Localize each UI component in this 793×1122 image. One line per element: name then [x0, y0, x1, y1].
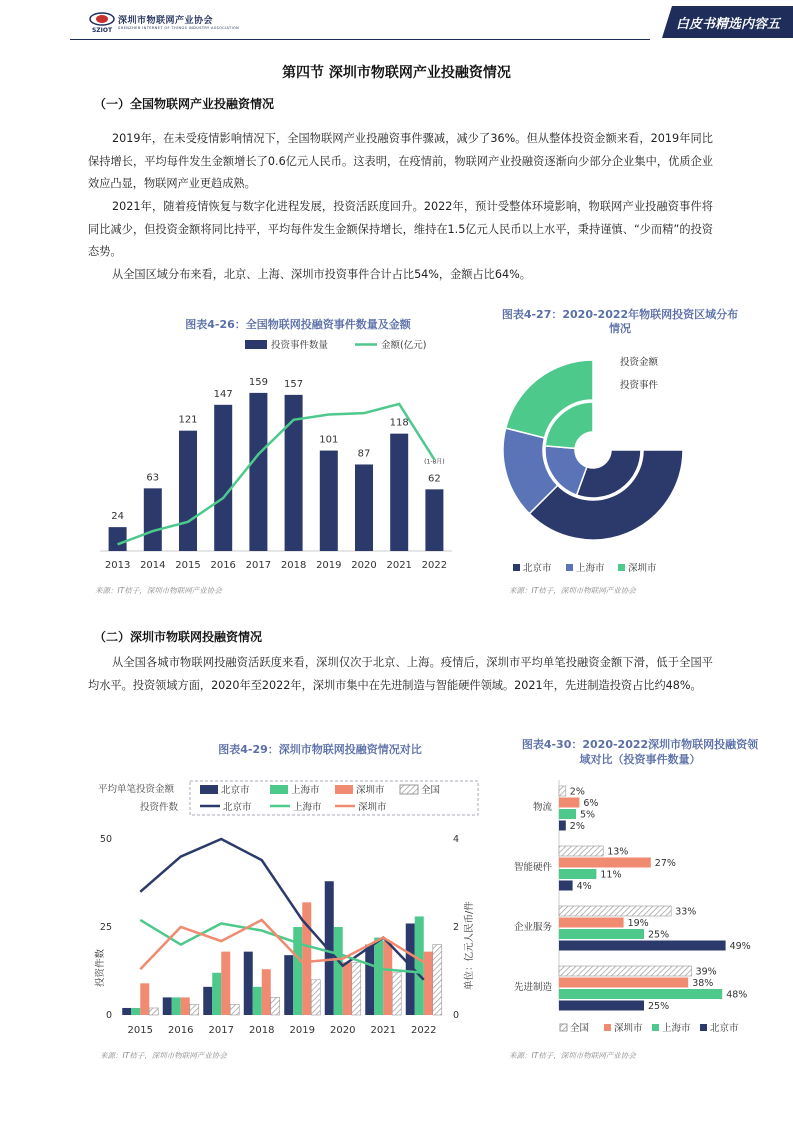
legend-label: 上海市 — [576, 563, 605, 574]
bar-深圳市 — [181, 997, 190, 1015]
legend-swatch-bar — [200, 785, 218, 794]
x-tick-label: 2017 — [208, 1025, 234, 1036]
legend-label-bar: 上海市 — [291, 785, 320, 796]
bar-全国 — [271, 997, 280, 1015]
paragraph-1: 2019年，在未受疫情影响情况下，全国物联网产业投融资事件骤减，减少了36%。但从整体投资金额来看，2019年同比保持增长，平均每件发生金额增长了0.6亿元人民币。这表明，在疫情前，物联网产业投融资逐渐向少部分企业集中，优质企业效应凸显，物联网产业更趋成熟。 — [88, 132, 713, 191]
association-logo-icon — [88, 10, 116, 34]
association-name: 深圳市物联网产业协会 — [118, 16, 214, 26]
bar-全国 — [559, 786, 566, 796]
bar-北京市 — [163, 997, 172, 1015]
category-label: 先进制造 — [513, 982, 552, 993]
bar-上海市 — [559, 929, 644, 939]
chart-4-26-title: 图表4-26：全国物联网投融资事件数量及金额 — [185, 318, 411, 331]
bar-events — [249, 393, 267, 551]
bar-events — [144, 488, 162, 551]
bar-北京市 — [284, 955, 293, 1015]
x-tick-label: 2013 — [104, 560, 131, 571]
bar-全国 — [190, 1004, 199, 1015]
legend-swatch — [560, 1024, 567, 1031]
bar-events — [179, 431, 197, 551]
bar-value-label: 87 — [357, 448, 371, 460]
bar-events — [109, 527, 127, 551]
legend-label-bar: 全国 — [421, 785, 441, 796]
bar-全国 — [149, 1008, 158, 1015]
legend-row1-label: 平均单笔投资金额 — [98, 784, 175, 795]
bar-events — [355, 464, 373, 551]
legend-label-amount: 金额(亿元) — [381, 340, 427, 351]
bar-上海市 — [293, 927, 302, 1015]
x-tick-label: 2018 — [249, 1025, 275, 1036]
legend-label: 北京市 — [523, 563, 552, 574]
bar-value-label: 157 — [284, 378, 304, 390]
bar-全国 — [559, 966, 692, 976]
y-left-tick: 0 — [105, 1010, 112, 1021]
x-tick-label: 2020 — [351, 560, 377, 571]
x-tick-label: 2016 — [210, 560, 236, 571]
chart-4-30-source: 来源：IT桔子，深圳市物联网产业协会 — [509, 1051, 636, 1060]
x-tick-label: 2016 — [168, 1025, 194, 1036]
bar-上海市 — [559, 809, 576, 819]
ring-label-amount: 投资金额 — [620, 357, 659, 368]
x-tick-label: 2014 — [140, 560, 166, 571]
bar-上海市 — [334, 927, 343, 1015]
line-amount — [118, 404, 435, 544]
bar-深圳市 — [559, 798, 579, 808]
bar-value-label: 118 — [389, 417, 409, 429]
legend-swatch-bar — [400, 785, 418, 794]
bar-value-label: 13% — [607, 846, 629, 858]
legend-swatch — [700, 1024, 707, 1031]
legend-label-line: 北京市 — [223, 802, 252, 813]
bar-value-label: 39% — [695, 966, 717, 978]
bar-北京市 — [244, 952, 253, 1015]
legend-label-events: 投资事件数量 — [271, 340, 329, 351]
bar-events — [214, 405, 232, 551]
bar-深圳市 — [140, 983, 149, 1015]
bar-全国 — [352, 962, 361, 1015]
subsection-title-1: （一）全国物联网产业投融资情况 — [94, 97, 275, 111]
y-left-axis-label: 投资件数 — [95, 948, 106, 987]
bar-北京市 — [559, 1001, 644, 1011]
bar-北京市 — [559, 941, 726, 951]
y-right-axis-label: 单位：亿元人民币/件 — [464, 901, 475, 990]
bar-value-label: 63 — [146, 472, 160, 484]
legend-swatch-bar — [335, 785, 353, 794]
bar-value-label: 101 — [319, 434, 339, 446]
bar-上海市 — [559, 989, 722, 999]
x-tick-label: 2015 — [127, 1025, 153, 1036]
bar-value-label: 11% — [600, 869, 622, 881]
bar-全国 — [559, 846, 603, 856]
x-tick-label: 2019 — [289, 1025, 315, 1036]
bar-value-label: 2% — [569, 821, 585, 832]
bar-深圳市 — [302, 902, 311, 1015]
bar-value-label: 49% — [729, 941, 751, 952]
bar-value-label: 19% — [627, 918, 649, 929]
legend-row2-label: 投资件数 — [140, 802, 179, 813]
legend-label: 北京市 — [710, 1023, 739, 1034]
bar-上海市 — [415, 916, 424, 1015]
bar-深圳市 — [383, 941, 392, 1015]
x-tick-label: 2021 — [370, 1025, 396, 1036]
bar-全国 — [230, 1004, 239, 1015]
header-rule — [70, 39, 650, 40]
legend-label: 深圳市 — [628, 563, 657, 574]
x-tick-label: 2022 — [421, 560, 448, 571]
bar-value-label: 147 — [213, 388, 233, 400]
legend-label: 全国 — [570, 1023, 590, 1034]
legend-swatch-bar — [270, 785, 288, 794]
legend-swatch — [618, 564, 625, 571]
legend-swatch-events — [245, 340, 267, 349]
x-tick-label: 2015 — [175, 560, 201, 571]
bar-深圳市 — [221, 952, 230, 1015]
bar-北京市 — [559, 881, 573, 891]
chart-4-30 — [500, 770, 770, 1040]
legend-label-line: 上海市 — [293, 802, 322, 813]
x-tick-label: 2019 — [316, 560, 342, 571]
bar-深圳市 — [262, 969, 271, 1015]
y-left-tick: 50 — [99, 834, 112, 845]
y-left-tick: 25 — [99, 922, 112, 933]
bar-北京市 — [122, 1008, 131, 1015]
x-tick-label: 2018 — [280, 560, 307, 571]
paragraph-2: 2021年，随着疫情恢复与数字化进程发展，投资活跃度回升。2022年，预计受整体环境影响，物联网产业投融资事件将同比减少，但投资金额将同比持平，平均每件发生金额保持增长，维持在1.5亿元人民币以上水平，秉持谨慎、“少而精”的投资态势。 — [88, 200, 713, 259]
bar-events — [425, 489, 443, 551]
bar-北京市 — [203, 987, 212, 1015]
bar-value-label: 48% — [726, 989, 748, 1001]
header-tag-text: 白皮书精选内容五 — [676, 17, 781, 32]
x-tick-label: 2021 — [386, 560, 412, 571]
bar-上海市 — [172, 997, 181, 1015]
legend-label-bar: 北京市 — [221, 785, 250, 796]
chart-4-29 — [90, 765, 490, 1045]
legend-label-bar: 深圳市 — [356, 785, 385, 796]
category-label: 智能硬件 — [513, 862, 552, 873]
bar-深圳市 — [559, 978, 688, 988]
bar-events — [390, 434, 408, 551]
bar-北京市 — [559, 821, 566, 831]
x-tick-label: 2017 — [245, 560, 272, 571]
chart-4-30-title: 图表4-30：2020-2022深圳市物联网投融资领域对比（投资事件数量） — [521, 738, 759, 766]
legend-swatch — [652, 1024, 659, 1031]
paragraph-3: 从全国区域分布来看，北京、上海、深圳市投资事件合计占比54%，金额占比64%。 — [112, 268, 531, 281]
bar-value-label: 159 — [248, 376, 268, 388]
x-tick-label: 2020 — [330, 1025, 356, 1036]
bar-全国 — [311, 980, 320, 1015]
bar-value-label: 4% — [576, 881, 592, 892]
bar-深圳市 — [343, 962, 352, 1015]
chart-4-27 — [498, 340, 738, 580]
legend-label: 深圳市 — [614, 1023, 643, 1034]
bar-value-label: 62 — [428, 473, 441, 485]
bar-annotation: (1-8月) — [424, 458, 445, 466]
bar-深圳市 — [424, 952, 433, 1015]
y-right-tick: 4 — [453, 834, 460, 845]
bar-上海市 — [131, 1008, 140, 1015]
bar-value-label: 121 — [178, 414, 198, 426]
y-right-tick: 0 — [453, 1010, 460, 1021]
legend-swatch — [566, 564, 573, 571]
bar-上海市 — [559, 869, 596, 879]
bar-value-label: 25% — [648, 929, 670, 941]
category-label: 企业服务 — [513, 922, 552, 933]
bar-value-label: 38% — [692, 978, 714, 989]
bar-events — [320, 451, 338, 551]
bar-北京市 — [365, 945, 374, 1015]
bar-上海市 — [253, 987, 262, 1015]
bar-value-label: 33% — [675, 906, 697, 918]
chart-4-29-source: 来源：IT桔子，深圳市物联网产业协会 — [100, 1051, 227, 1060]
bar-全国 — [559, 906, 671, 916]
bar-上海市 — [212, 973, 221, 1015]
legend-swatch — [513, 564, 520, 571]
chart-4-27-source: 来源：IT桔子，深圳市物联网产业协会 — [509, 586, 636, 595]
paragraph-4: 从全国各城市物联网投融资活跃度来看，深圳仅次于北京、上海。疫情后，深圳市平均单笔投融资金额下滑，低于全国平均水平。投资领域方面，2020年至2022年，深圳市集中在先进制造与智能硬件领域。2021年，先进制造投资占比约48%。 — [88, 656, 713, 692]
section-title: 第四节 深圳市物联网产业投融资情况 — [282, 65, 511, 81]
legend-swatch — [604, 1024, 611, 1031]
bar-上海市 — [374, 938, 383, 1015]
bar-value-label: 24 — [111, 511, 124, 523]
x-tick-label: 2022 — [411, 1025, 437, 1036]
logo-abbr: SZIOT — [91, 27, 113, 34]
chart-4-27-title: 图表4-27：2020-2022年物联网投资区域分布情况 — [501, 308, 739, 335]
bar-value-label: 27% — [654, 858, 676, 869]
y-right-tick: 2 — [453, 922, 460, 933]
bar-value-label: 2% — [569, 786, 585, 798]
bar-深圳市 — [559, 858, 651, 868]
category-label: 物流 — [532, 802, 552, 813]
bar-value-label: 25% — [648, 1001, 670, 1012]
legend-label-line: 深圳市 — [358, 802, 387, 813]
bar-value-label: 6% — [583, 798, 599, 809]
bar-全国 — [392, 973, 401, 1015]
association-name-en: SHENZHEN INTERNET OF THINGS INDUSTRY ASSOCIATION — [118, 26, 240, 30]
chart-4-26-source: 来源：IT桔子，深圳市物联网产业协会 — [95, 586, 222, 595]
ring-label-events: 投资事件 — [620, 380, 659, 391]
bar-深圳市 — [559, 918, 624, 928]
chart-4-26 — [90, 332, 470, 577]
chart-4-29-title: 图表4-29：深圳市物联网投融资情况对比 — [218, 743, 422, 756]
bar-value-label: 5% — [580, 809, 596, 821]
bar-全国 — [433, 945, 442, 1015]
subsection-title-2: （二）深圳市物联网投融资情况 — [94, 630, 263, 644]
legend-label: 上海市 — [662, 1023, 691, 1034]
